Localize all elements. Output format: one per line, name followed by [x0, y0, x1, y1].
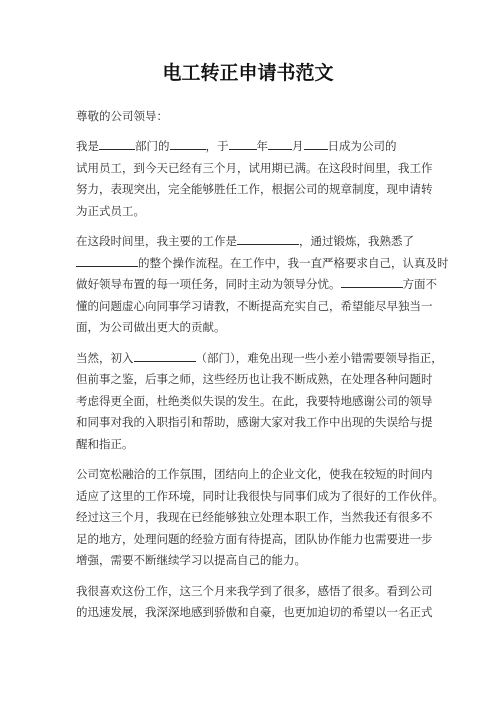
paragraph-line: 当然，初入 （部门），难免出现一些小差小错需要领导指正， — [76, 350, 443, 365]
salutation: 尊敬的公司领导： — [76, 109, 168, 123]
paragraph-line: 面，为公司做出更大的贡献。 — [76, 320, 226, 334]
paragraph-line: 醒和指正。 — [76, 436, 134, 451]
paragraph-line: 在这段时间里，我主要的工作是 ，通过锻炼，我熟悉了 — [76, 234, 414, 248]
paragraph-5 — [76, 581, 433, 624]
paragraph-line: 为正式员工。 — [76, 203, 145, 218]
blank-field — [134, 349, 196, 362]
paragraph-line: 做好领导布置的每一项任务，同时主动为领导分忧。 方面不 — [76, 277, 437, 291]
paragraph-line: 增强，需要不断继续学习以提高自己的能力。 — [76, 553, 306, 567]
paragraph-line: 公司宽松融洽的工作氛围，团结向上的企业文化，使我在较短的时间内 — [76, 467, 433, 481]
paragraph-line: 试用员工，到今天已经有三个月，试用期已满。在这段时间里，我工作 — [76, 160, 433, 175]
blank-field — [237, 232, 299, 245]
blank-field — [170, 137, 206, 150]
blank-field — [76, 254, 138, 267]
paragraph-4 — [76, 464, 444, 572]
paragraph-line: 的整个操作流程。在工作中，我一直严格要求自己，认真及时 — [76, 253, 428, 275]
blank-field — [268, 137, 292, 150]
paragraph-line: 考虑得更全面，杜绝类似失误的发生。在此，我要特地感谢公司的领导 — [76, 393, 433, 408]
paragraph-line: 努力，表现突出，完全能够胜任工作，根据公司的规章制度，现申请转 — [76, 182, 433, 196]
blank-field — [229, 137, 257, 150]
paragraph-line: 但前事之鉴，后事之师，这些经历也让我不断成熟，在处理各种问题时 — [76, 372, 433, 386]
document-title: 电工转正申请书范文 — [162, 62, 334, 84]
paragraph-line: 经过这三个月，我现在已经能够独立处理本职工作，当然我还有很多不 — [76, 510, 433, 524]
blank-field — [304, 137, 328, 150]
paragraph-line: 我很喜欢这份工作，这三个月来我学到了很多，感悟了很多。看到公司 — [76, 583, 433, 598]
document-body — [76, 106, 449, 633]
paragraph-line: 和同事对我的入职指引和帮助，感谢大家对我工作中出现的失误给与提 — [76, 415, 433, 429]
blank-field — [341, 275, 403, 288]
paragraph-3 — [76, 348, 443, 456]
paragraph-line: 懂的问题虚心向同事学习请教，不断提高充实自己，希望能尽早独当一 — [76, 298, 433, 313]
blank-field — [99, 137, 135, 150]
paragraph-line: 我是 部门的 ，于 年 月 日成为公司的 — [76, 139, 397, 153]
paragraph-line: 的迅速发展，我深深地感到骄傲和自豪，也更加迫切的希望以一名正式 — [76, 605, 433, 619]
paragraph-1 — [76, 136, 433, 222]
paragraph-line: 适应了这里的工作环境，同时让我很快与同事们成为了很好的工作伙伴。 — [76, 488, 444, 503]
paragraph-line: 足的地方，处理问题的经验方面有待提高，团队协作能力也需要进一步 — [76, 531, 433, 546]
paragraph-2 — [76, 231, 449, 339]
